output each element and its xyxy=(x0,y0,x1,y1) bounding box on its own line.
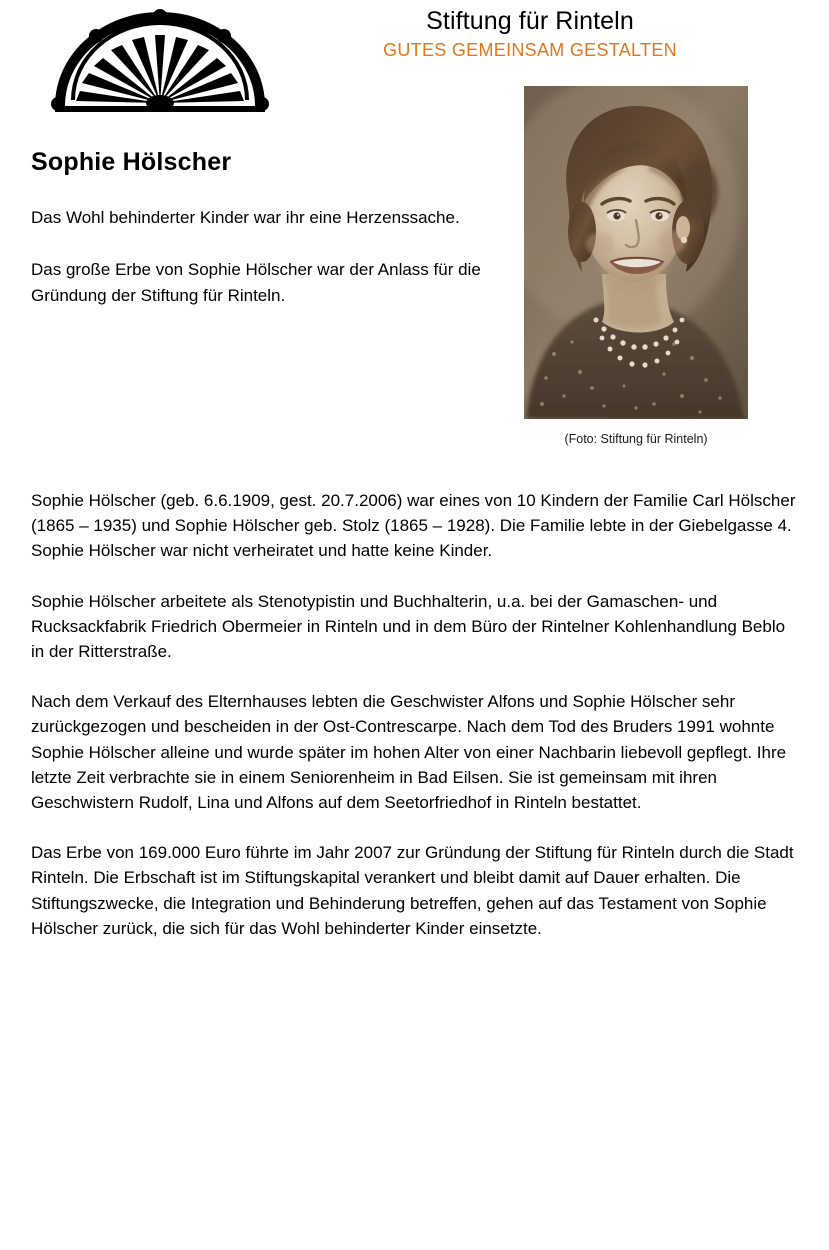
photo-caption: (Foto: Stiftung für Rinteln) xyxy=(564,432,708,446)
body-paragraph: Das Erbe von 169.000 Euro führte im Jahr 2007 zur Gründung der Stiftung für Rinteln durch die Stadt Rinteln. Die Erbschaft ist im Stiftungskapital verankert und bleibt damit auf Dauer erhalten. Die Stiftungszwecke, die Integration und Behinderung betreffen, gehen auf das Testament von Sophie Hölscher zurück, die sich für das Wohl behinderter Kinder einsetzte. xyxy=(31,843,794,938)
body-paragraph: Nach dem Verkauf des Elternhauses lebten die Geschwister Alfons und Sophie Hölscher sehr zurückgezogen und bescheiden in der Ost-Contrescarpe. Nach dem Tod des Bruders 1991 wohnte Sophie Hölscher alleine und wurde später im hohen Alter von einer Nachbarin liebevoll gepflegt. Ihre letzte Zeit verbrachte sie in einem Seniorenheim in Bad Eilsen. Sie ist gemeinsam mit ihren Geschwistern Rudolf, Lina und Alfons auf dem Seetorfriedhof in Rinteln bestattet. xyxy=(31,692,787,813)
brand-block xyxy=(300,6,760,61)
body-text-column xyxy=(31,488,799,941)
intro-paragraph: Das große Erbe von Sophie Hölscher war der Anlass für die Gründung der Stiftung für Rinteln. xyxy=(31,260,481,305)
intro-text-column xyxy=(31,205,501,309)
fan-semicircle-logo-icon xyxy=(49,8,271,116)
portrait-photo xyxy=(524,86,748,419)
page-title: Sophie Hölscher xyxy=(31,147,232,176)
intro-paragraph: Das Wohl behinderter Kinder war ihr eine Herzenssache. xyxy=(31,208,460,227)
body-paragraph: Sophie Hölscher arbeitete als Stenotypistin und Buchhalterin, u.a. bei der Gamaschen- und Rucksackfabrik Friedrich Obermeier in Rinteln und in dem Büro der Rintelner Kohlenhandlung Beblo in der Ritterstraße. xyxy=(31,591,786,662)
brand-tagline: GUTES GEMEINSAM GESTALTEN xyxy=(383,40,677,60)
body-paragraph: Sophie Hölscher (geb. 6.6.1909, gest. 20.7.2006) war eines von 10 Kindern der Familie Carl Hölscher (1865 – 1935) und Sophie Hölscher geb. Stolz (1865 – 1928). Die Familie lebte in der Giebelgasse 4. Sophie Hölscher war nicht verheiratet und hatte keine Kinder. xyxy=(31,491,796,561)
brand-title: Stiftung für Rinteln xyxy=(426,7,634,35)
portrait-figure xyxy=(524,86,748,447)
